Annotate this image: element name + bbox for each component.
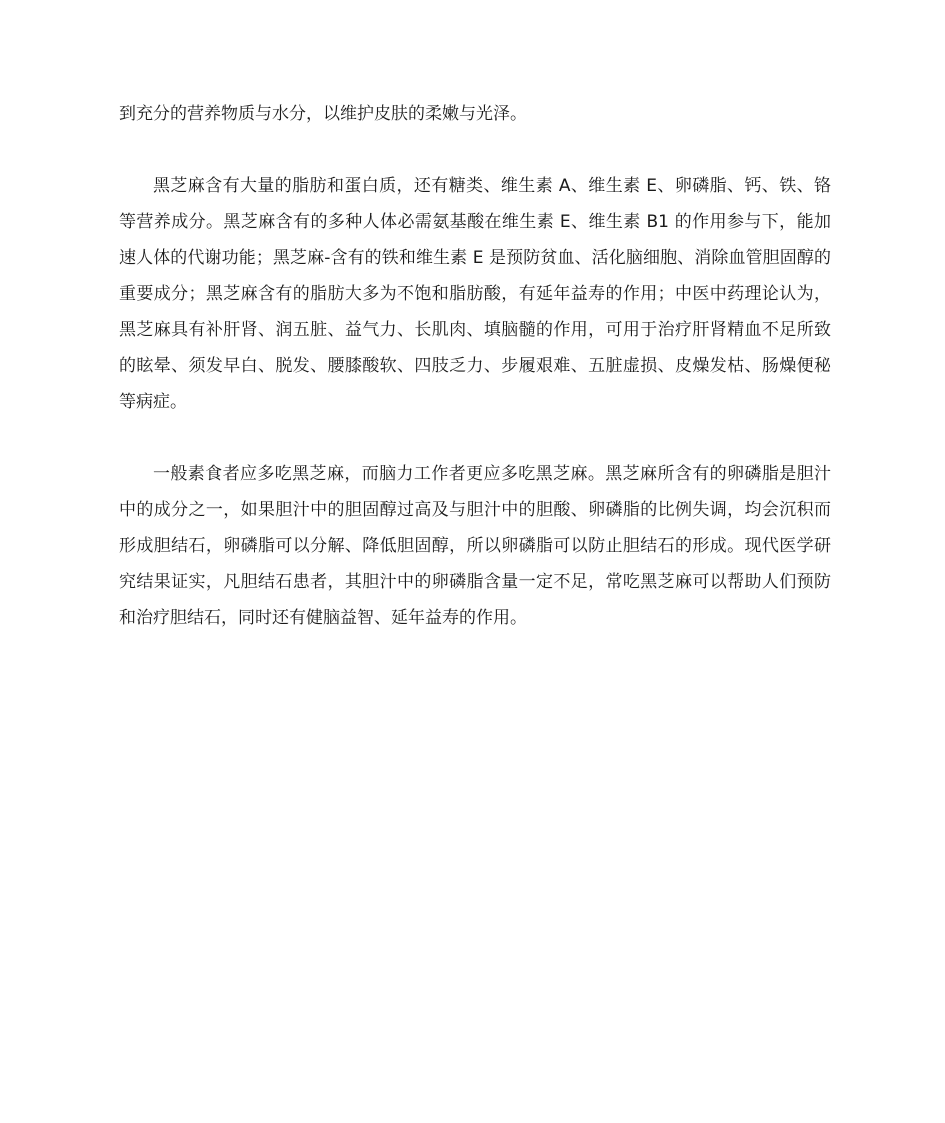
paragraph-lecithin: 一般素食者应多吃黑芝麻，而脑力工作者更应多吃黑芝麻。黑芝麻所含有的卵磷脂是胆汁中的成分之一，如果胆汁中的胆固醇过高及与胆汁中的胆酸、卵磷脂的比例失调，均会沉积而形成胆结石，卵磷脂可以分解、降低胆固醇，所以卵磷脂可以防止胆结石的形成。现代医学研究结果证实，凡胆结石患者，其胆汁中的卵磷脂含量一定不足，常吃黑芝麻可以帮助人们预防和治疗胆结石，同时还有健脑益智、延年益寿的作用。: [119, 464, 831, 628]
paragraph-continuation: 到充分的营养物质与水分，以维护皮肤的柔嫩与光泽。: [119, 104, 527, 124]
paragraph-nutrition: 黑芝麻含有大量的脂肪和蛋白质，还有糖类、维生素 A、维生素 E、卵磷脂、钙、铁、铬等营养成分。黑芝麻含有的多种人体必需氨基酸在维生素 E、维生素 B1 的作用参与下，能加速人体的代谢功能；黑芝麻-含有的铁和维生素 E 是预防贫血、活化脑细胞、消除血管胆固醇的重要成分；黑芝麻含有的脂肪大多为不饱和脂肪酸，有延年益寿的作用；中医中药理论认为，黑芝麻具有补肝肾、润五脏、益气力、长肌肉、填脑髓的作用，可用于治疗肝肾精血不足所致的眩晕、须发早白、脱发、腰膝酸软、四肢乏力、步履艰难、五脏虚损、皮燥发枯、肠燥便秘等病症。: [119, 176, 831, 412]
document-body: [119, 96, 831, 636]
